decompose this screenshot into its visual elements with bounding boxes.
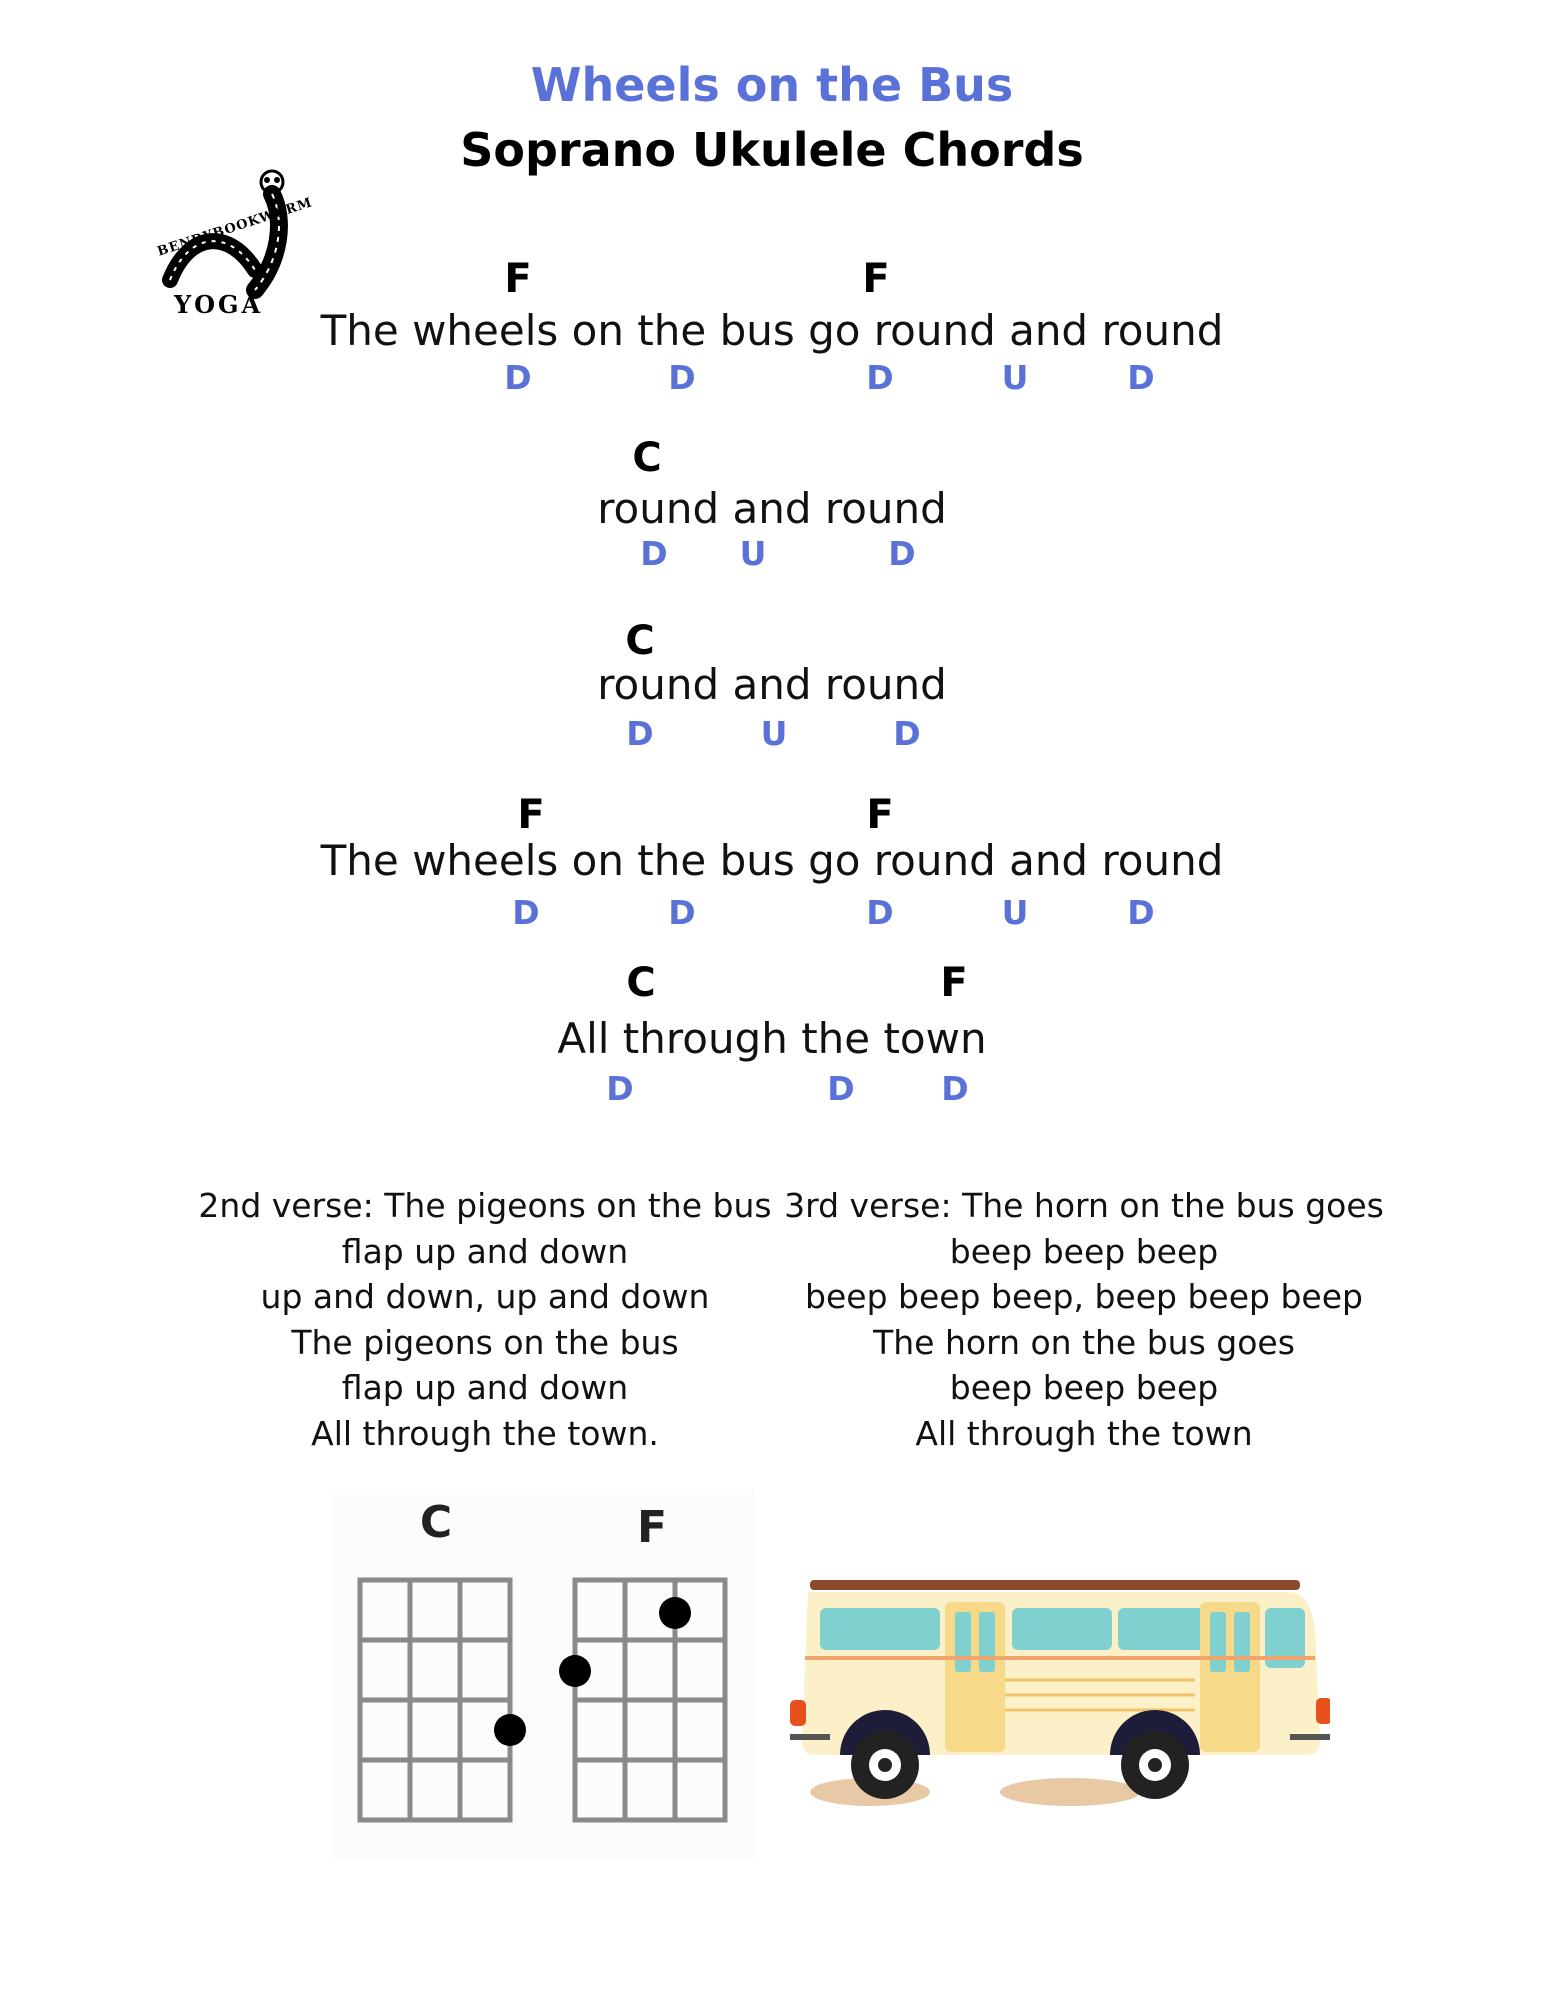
- verse-line: up and down, up and down: [260, 1277, 710, 1317]
- verse-line: flap up and down: [341, 1368, 629, 1408]
- finger-dot: [494, 1714, 526, 1746]
- chord-label: F: [517, 792, 545, 838]
- chord-label: F: [866, 792, 894, 838]
- third-verse: [784, 1183, 1384, 1457]
- strum-mark: D: [668, 893, 696, 932]
- strum-mark: U: [760, 714, 788, 753]
- chord-diagram-grids: [355, 1575, 735, 1835]
- verse-line: 2nd verse: The pigeons on the bus: [198, 1186, 772, 1225]
- c-chord-diagram: [360, 1580, 510, 1820]
- chord-label: F: [862, 256, 890, 302]
- strum-mark: D: [1127, 358, 1155, 397]
- lyric-line: All through the town: [557, 1014, 987, 1063]
- strum-mark: D: [512, 893, 540, 932]
- lyric-line: The wheels on the bus go round and round: [320, 306, 1224, 355]
- verse-line: beep beep beep: [949, 1231, 1219, 1271]
- c-diagram-label: C: [419, 1497, 453, 1548]
- strum-mark: U: [1001, 358, 1029, 397]
- f-chord-diagram: [575, 1580, 725, 1820]
- chord-label: C: [632, 435, 662, 481]
- lyric-line: round and round: [597, 660, 947, 709]
- chord-label: C: [626, 960, 656, 1006]
- verse-line: The pigeons on the bus: [291, 1322, 679, 1362]
- wheel-icon: [1121, 1731, 1189, 1799]
- strum-mark: U: [1001, 893, 1029, 932]
- strum-mark: D: [668, 358, 696, 397]
- strum-mark: D: [866, 358, 894, 397]
- verse-line: The horn on the bus goes: [873, 1322, 1295, 1362]
- page-subtitle: Soprano Ukulele Chords: [460, 123, 1084, 177]
- strum-mark: D: [504, 358, 532, 397]
- chord-label: F: [940, 960, 968, 1006]
- lyric-line: round and round: [597, 484, 947, 533]
- logo-bottom-text: YOGA: [174, 290, 264, 319]
- strum-mark: D: [941, 1069, 969, 1108]
- wheel-icon: [851, 1731, 919, 1799]
- lyric-line: The wheels on the bus go round and round: [320, 836, 1224, 885]
- chord-label: C: [625, 618, 655, 664]
- verse-line: flap up and down: [341, 1231, 629, 1271]
- page-title: Wheels on the Bus: [530, 58, 1014, 112]
- verse-line: beep beep beep: [949, 1368, 1219, 1408]
- finger-dot: [659, 1597, 691, 1629]
- strum-mark: D: [1127, 893, 1155, 932]
- strum-mark: D: [893, 714, 921, 753]
- verse-line: All through the town.: [311, 1413, 659, 1453]
- logo-top-text: BENDYBOOKWORM: [155, 195, 315, 260]
- strum-mark: D: [626, 714, 654, 753]
- bus-illustration: [790, 1570, 1330, 1810]
- verse-line: All through the town: [915, 1413, 1253, 1453]
- verse-line: 3rd verse: The horn on the bus goes: [784, 1186, 1384, 1225]
- strum-mark: U: [739, 534, 767, 573]
- second-verse: [185, 1183, 785, 1457]
- verse-line: beep beep beep, beep beep beep: [805, 1277, 1363, 1317]
- strum-mark: D: [827, 1069, 855, 1108]
- chord-label: F: [504, 256, 532, 302]
- strum-mark: D: [606, 1069, 634, 1108]
- finger-dot: [559, 1655, 591, 1687]
- strum-mark: D: [888, 534, 916, 573]
- f-diagram-label: F: [636, 1502, 668, 1553]
- strum-mark: D: [866, 893, 894, 932]
- logo: [155, 160, 315, 320]
- strum-mark: D: [640, 534, 668, 573]
